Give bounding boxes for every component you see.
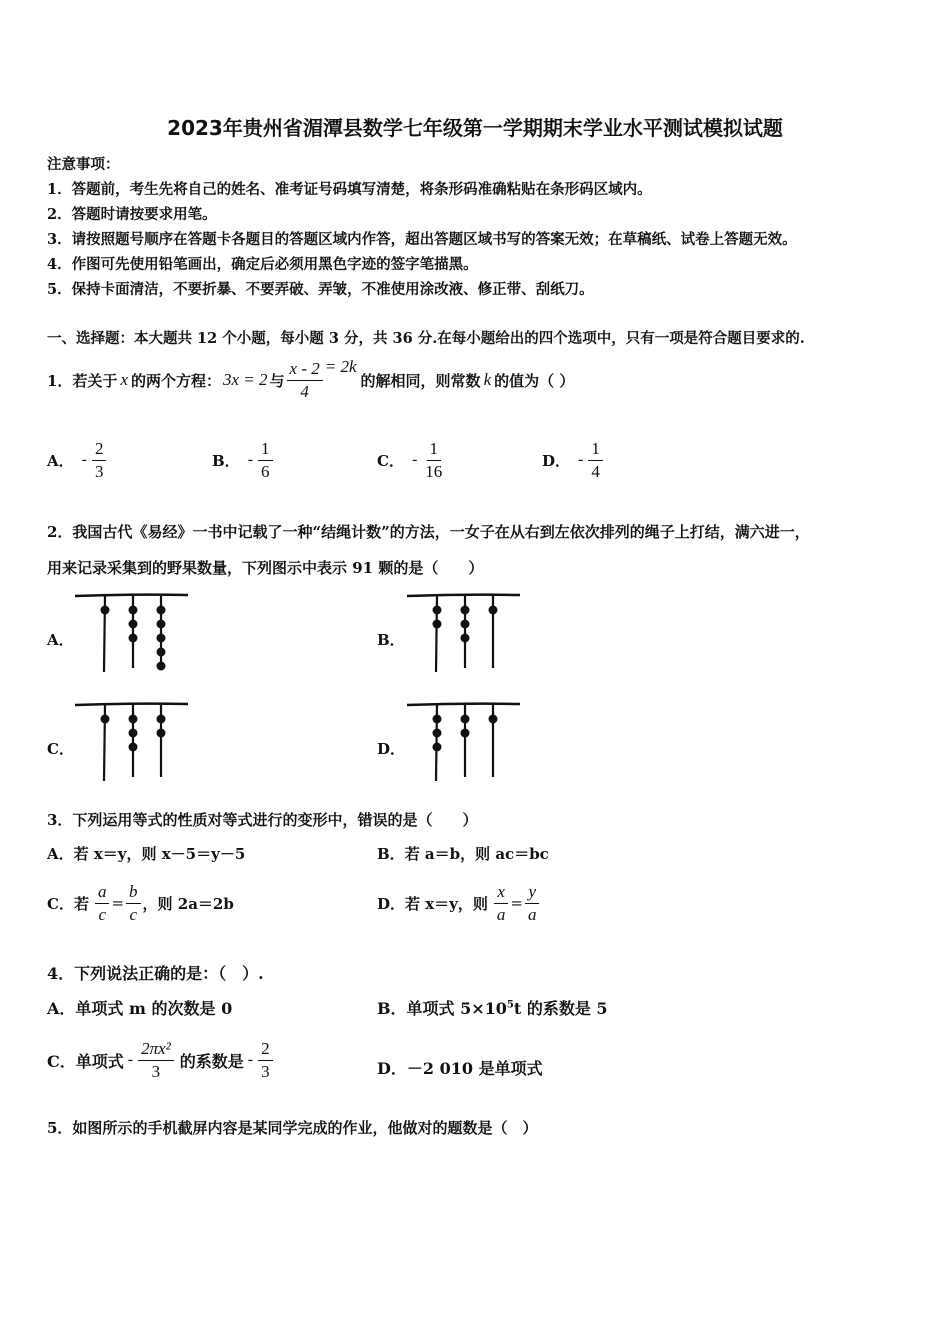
option-label: B． (377, 845, 405, 863)
rope-bar (75, 595, 188, 596)
knot-diagram-c (72, 701, 192, 786)
frac-num: 2 (92, 440, 107, 461)
knot (129, 715, 138, 724)
option-pre: 若 (73, 894, 89, 913)
question-2-line-1: 2．我国古代《易经》一书中记载了一种“结绳计数”的方法，一女子在从右到左依次排列的绳子上打结，满六进一， (47, 523, 810, 541)
q1-equation-1: 3x = 2 (223, 370, 268, 389)
frac-den: 6 (261, 461, 270, 481)
q2-option-c-label[interactable]: C． (47, 740, 74, 758)
option-label: B． (377, 999, 407, 1018)
option-fraction (588, 440, 603, 481)
q1-mid: 的两个方程： (130, 371, 221, 390)
knot (433, 606, 442, 615)
frac-den: 3 (151, 1061, 161, 1081)
frac-den: a (496, 904, 506, 924)
option-pre: 若 x＝y，则 (405, 894, 488, 913)
knot (129, 606, 138, 615)
knot (129, 729, 138, 738)
option-fraction (92, 440, 107, 481)
option-text: 若 x＝y，则 x－5＝y－5 (73, 845, 246, 863)
frac-den: 16 (425, 461, 443, 481)
option-label: A． (47, 999, 76, 1018)
knot (101, 606, 110, 615)
rope-bar (75, 704, 188, 705)
notice-heading: 注意事项： (47, 156, 120, 173)
knot (433, 743, 442, 752)
frac-num: b (126, 883, 141, 904)
frac-num: 2πx² (138, 1040, 174, 1061)
knot (157, 662, 166, 671)
frac-den: c (98, 904, 106, 924)
option-label: A． (47, 845, 74, 863)
knot (157, 634, 166, 643)
fraction (126, 883, 141, 924)
q2-option-b-label[interactable]: B． (377, 631, 405, 649)
q2-option-a-label[interactable]: A． (47, 631, 74, 649)
notice-item: 5．保持卡面清洁，不要折暴、不要弄破、弄皱，不准使用涂改液、修正带、刮纸刀。 (47, 281, 594, 298)
minus-sign: - (411, 451, 418, 468)
q1-var-k: k (483, 370, 492, 389)
frac-num: y (525, 883, 539, 904)
knot (461, 715, 470, 724)
q3-option-a[interactable] (47, 843, 245, 864)
knot (461, 729, 470, 738)
question-3: 3．下列运用等式的性质对等式进行的变形中，错误的是（ ） (47, 811, 478, 829)
knot (433, 729, 442, 738)
notice-item: 3．请按照题号顺序在答题卡各题目的答题区域内作答，超出答题区域书写的答案无效；在草稿纸、试卷上答题无效。 (47, 231, 797, 248)
q1-prefix: 1．若关于 (47, 371, 118, 390)
q1-suffix: 的解相同，则常数 (360, 371, 481, 390)
q1-option-a[interactable] (47, 435, 108, 485)
fraction (258, 1040, 273, 1081)
rope-bar (407, 595, 520, 596)
option-label: B． (212, 451, 240, 470)
q1-fraction (287, 360, 323, 401)
q1-with: 与 (269, 371, 285, 390)
knot (101, 715, 110, 724)
option-pre: 单项式 (75, 1051, 124, 1071)
notice-item: 1．答题前，考生先将自己的姓名、准考证号码填写清楚，将条形码准确粘贴在条形码区域内。 (47, 181, 652, 198)
frac-num: 1 (258, 440, 273, 461)
knot-diagram-b (404, 592, 524, 677)
fraction (95, 883, 110, 924)
option-label: D． (542, 451, 571, 470)
frac-den: 4 (591, 461, 600, 481)
frac-num: 2 (258, 1040, 273, 1061)
knot (157, 715, 166, 724)
q1-option-d[interactable] (542, 435, 605, 485)
q3-option-b[interactable] (377, 843, 549, 864)
frac-num: 1 (427, 440, 442, 461)
option-label: C． (47, 894, 74, 913)
question-4: 4．下列说法正确的是：（ ）. (47, 964, 264, 983)
equals-sign: = (510, 894, 523, 912)
question-2-line-2: 用来记录采集到的野果数量，下列图示中表示 91 颗的是（ ） (47, 559, 484, 577)
q1-frac-den: 4 (300, 381, 309, 401)
question-5: 5．如图所示的手机截屏内容是某同学完成的作业，他做对的题数是（ ） (47, 1119, 538, 1137)
option-text: 单项式 5×10 (406, 999, 507, 1018)
knot (433, 620, 442, 629)
knot (157, 606, 166, 615)
page-title: 2023年贵州省湄潭县数学七年级第一学期期末学业水平测试模拟试题 (167, 116, 783, 140)
equals-sign: = (111, 894, 125, 912)
knot (157, 648, 166, 657)
option-label: C． (47, 1051, 76, 1071)
frac-num: 1 (588, 440, 603, 461)
option-label: C． (377, 451, 404, 470)
knot (129, 634, 138, 643)
frac-num: a (95, 883, 110, 904)
option-post: ，则 2a＝2b (142, 894, 234, 913)
knot (461, 634, 470, 643)
minus-sign: - (247, 1051, 254, 1068)
q4-option-a[interactable] (47, 996, 232, 1019)
option-text: 单项式 m 的次数是 0 (75, 999, 233, 1018)
rope-bar (407, 704, 520, 705)
knot-diagram-a (72, 592, 192, 677)
q4-option-c[interactable] (47, 1033, 275, 1087)
q1-option-b[interactable] (212, 435, 275, 485)
option-fraction (258, 440, 273, 481)
q4-option-b[interactable] (377, 996, 608, 1019)
knot (489, 715, 498, 724)
minus-sign: - (81, 451, 87, 468)
q3-option-d[interactable] (377, 878, 541, 928)
q4-option-d[interactable] (377, 1056, 543, 1079)
q1-frac-num: x - 2 (287, 360, 323, 381)
option-text: t 的系数是 5 (513, 999, 608, 1018)
option-label: D． (377, 1059, 407, 1078)
frac-den: c (129, 904, 138, 924)
q1-var-x: x (120, 370, 128, 389)
frac-den: 3 (94, 461, 104, 481)
question-1 (47, 355, 574, 405)
knot-diagram-d (404, 701, 524, 786)
frac-num: x (494, 883, 508, 904)
option-mid: 的系数是 (179, 1051, 244, 1071)
knot (157, 620, 166, 629)
notice-item: 2．答题时请按要求用笔。 (47, 206, 217, 223)
frac-den: a (527, 904, 537, 924)
q1-option-c[interactable] (377, 435, 447, 485)
option-fraction (422, 440, 445, 481)
q1-equation-2-rhs: = 2k (324, 357, 357, 376)
q2-option-d-label[interactable]: D． (377, 740, 406, 758)
option-text: 若 a＝b，则 ac＝bc (404, 845, 549, 863)
superscript: 5 (506, 999, 514, 1011)
knot (489, 606, 498, 615)
knot (433, 715, 442, 724)
section-heading: 一、选择题：本大题共 12 个小题，每小题 3 分，共 36 分.在每小题给出的四个选项中，只有一项是符合题目要求的. (47, 330, 805, 347)
q1-suffix2: 的值为（ ） (494, 371, 575, 390)
knot (157, 729, 166, 738)
fraction (138, 1040, 174, 1081)
knot (461, 606, 470, 615)
frac-den: 3 (261, 1061, 270, 1081)
knot (129, 620, 138, 629)
knot (461, 620, 470, 629)
minus-sign: - (247, 451, 254, 468)
option-label: A． (47, 451, 74, 470)
fraction (494, 883, 509, 924)
minus-sign: - (578, 451, 584, 468)
fraction (525, 883, 540, 924)
q3-option-c[interactable] (47, 878, 234, 928)
option-label: D． (377, 894, 406, 913)
knot (129, 743, 138, 752)
option-text: －2 010 是单项式 (406, 1059, 543, 1078)
minus-sign: - (127, 1051, 134, 1068)
notice-item: 4．作图可先使用铅笔画出，确定后必须用黑色字迹的签字笔描黑。 (47, 256, 478, 273)
